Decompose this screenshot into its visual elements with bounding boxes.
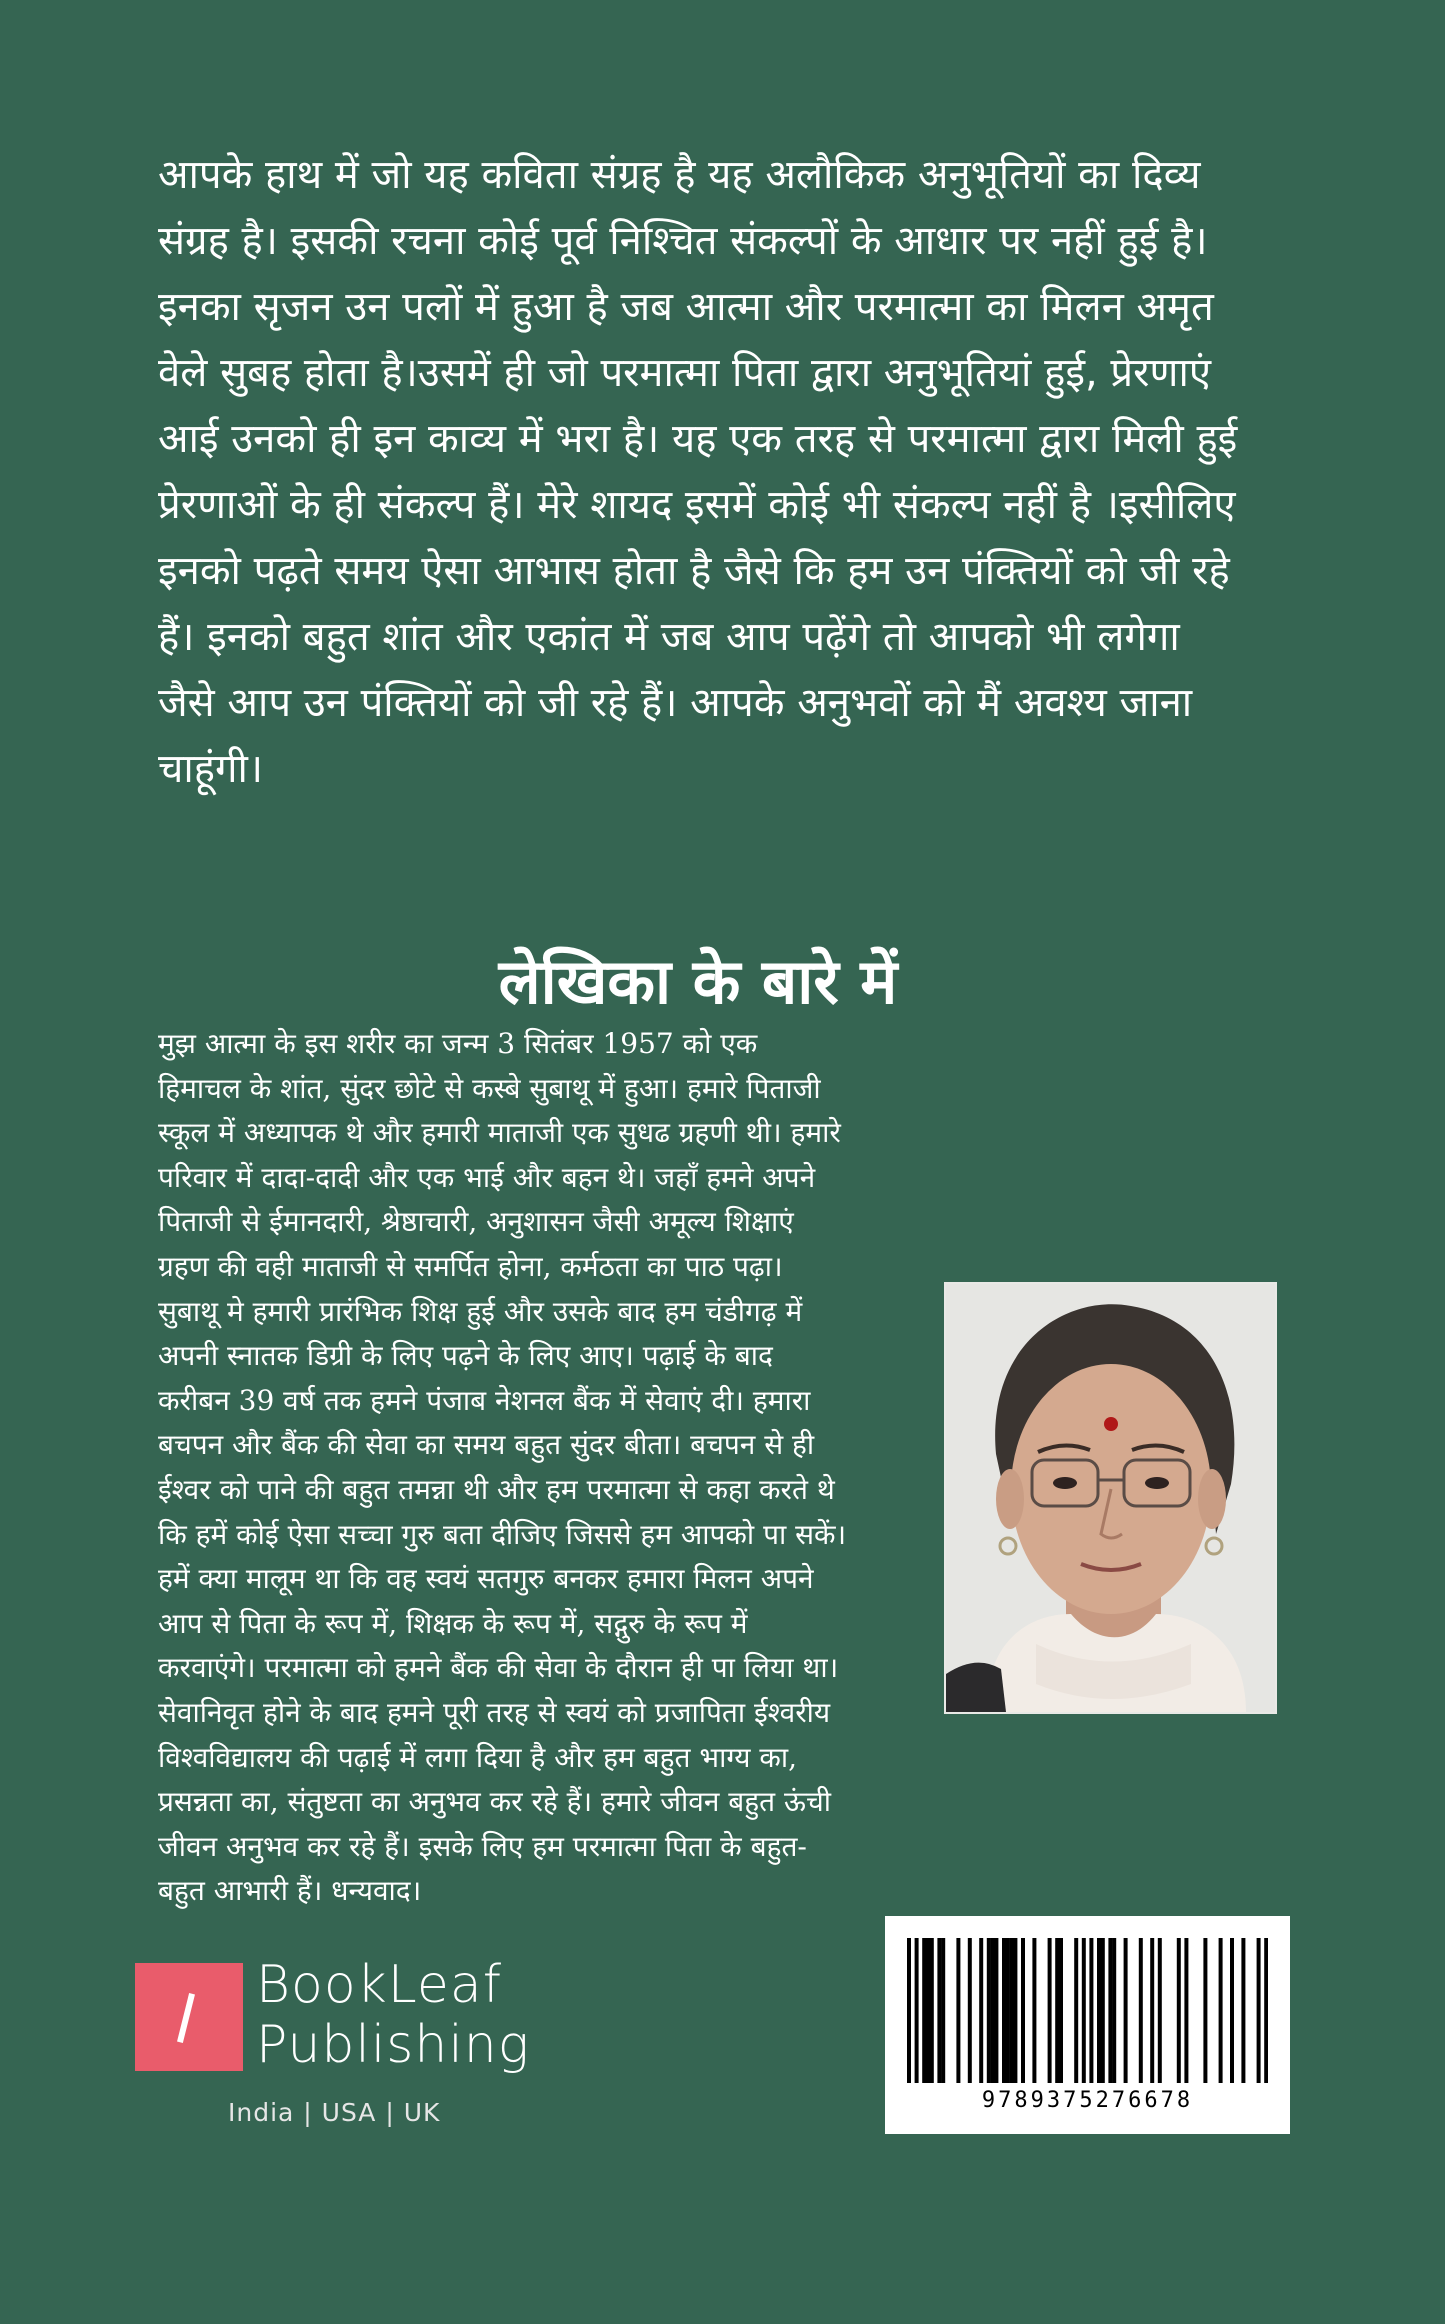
barcode-bar: [1013, 1938, 1017, 2083]
publisher-name-line1: BookLeaf: [256, 1955, 503, 2015]
intro-paragraph: आपके हाथ में जो यह कविता संग्रह है यह अलौकिक अनुभूतियों का दिव्य संग्रह है। इसकी रचना कोई पूर्व निश्चित संकल्पों के आधार पर नहीं हुई है। इनका सृजन उन पलों में हुआ है जब आत्मा और परमात्मा का मिलन अमृत वेले सुबह होता है।उसमें ही जो परमात्मा पिता द्वारा अनुभूतियां हुई, प्रेरणाएं आई उनको ही इन काव्य में भरा है। यह एक तरह से परमात्मा द्वारा मिली हुई प्रेरणाओं के ही संकल्प हैं। मेरे शायद इसमें कोई भी संकल्प नहीं है ।इसीलिए इनको पढ़ते समय ऐसा आभास होता है जैसे कि हम उन पंक्तियों को जी रहे हैं। इनको बहुत शांत और एकांत में जब आप पढ़ेंगे तो आपको भी लगेगा जैसे आप उन पंक्तियों को जी रहे हैं। आपके अनुभवों को मैं अवश्य जाना चाहूंगी।: [158, 152, 1238, 792]
barcode-bar: [991, 1938, 995, 2083]
barcode-bar: [1101, 1938, 1105, 2083]
author-bio-paragraph: मुझ आत्मा के इस शरीर का जन्म 3 सितंबर 1957 को एक हिमाचल के शांत, सुंदर छोटे से कस्बे सुबाथू में हुआ। हमारे पिताजी स्कूल में अध्यापक थे और हमारी माताजी एक सुधढ ग्रहणी थी। हमारे परिवार में दादा-दादी और एक भाई और बहन थे। जहाँ हमने अपने पिताजी से ईमानदारी, श्रेष्ठाचारी, अनुशासन जैसी अमूल्य शिक्षाएं ग्रहण की वही माताजी से समर्पित होना, कर्मठता का पाठ पढ़ा। सुबाथू मे हमारी प्रारंभिक शिक्ष हुई और उसके बाद हम चंडीगढ़ में अपनी स्नातक डिग्री के लिए पढ़ने के लिए आए। पढ़ाई के बाद करीबन 39 वर्ष तक हमने पंजाब नेशनल बैंक में सेवाएं दी। हमारा बचपन और बैंक की सेवा का समय बहुत सुंदर बीता। बचपन से ही ईश्वर को पाने की बहुत तमन्ना थी और हम परमात्मा से कहा करते थे कि हमें कोई ऐसा सच्चा गुरु बता दीजिए जिससे हम आपको पा सकें। हमें क्या मालूम था कि वह स्वयं सतगुरु बनकर हमारा मिलन अपने आप से पिता के रूप में, शिक्षक के रूप में, सद्गुरु के रूप में करवाएंगे। परमात्मा को हमने बैंक की सेवा के दौरान ही पा लिया था। सेवानिवृत होने के बाद हमने पूरी तरह से स्वयं को प्रजापिता ईश्वरीय विश्वविद्यालय की पढ़ाई में लगा दिया है और हम बहुत भाग्य का, प्रसन्नता का, संतुष्टता का अनुभव कर रहे हैं। हमारे जीवन बहुत ऊंची जीवन अनुभव कर रहे हैं। इसके लिए हम परमात्मा पिता के बहुत-बहुत आभारी हैं। धन्यवाद।: [158, 1027, 847, 1908]
barcode-bar: [1059, 1938, 1063, 2083]
barcode-bar: [956, 1938, 960, 2083]
barcode-bar: [1158, 1938, 1162, 2083]
barcode-bar: [1230, 1938, 1234, 2083]
barcode-bar: [1264, 1938, 1268, 2083]
barcode-bar: [922, 1938, 926, 2083]
publisher-block: [135, 1955, 555, 2127]
barcode-bar: [979, 1938, 983, 2083]
barcode-bar: [1124, 1938, 1128, 2083]
barcode-bar: [907, 1938, 911, 2083]
barcode-bar: [1219, 1938, 1223, 2083]
barcode-bar: [968, 1938, 972, 2083]
barcode-bar: [926, 1938, 930, 2083]
publisher-logo: [135, 1963, 243, 2071]
barcode-bars: [907, 1938, 1268, 2083]
publisher-regions: India | USA | UK: [228, 2098, 441, 2127]
barcode-bar: [1203, 1938, 1207, 2083]
barcode-bar: [1089, 1938, 1093, 2083]
barcode-bar: [1184, 1938, 1188, 2083]
barcode-bar: [1032, 1938, 1036, 2083]
barcode-bar: [941, 1938, 945, 2083]
barcode-bar: [1010, 1938, 1014, 2083]
barcode-bar: [1177, 1938, 1181, 2083]
barcode-bar: [930, 1938, 934, 2083]
barcode-bar: [1021, 1938, 1025, 2083]
barcode-bar: [1241, 1938, 1245, 2083]
slash-icon: [177, 1993, 195, 2043]
barcode-bar: [1002, 1938, 1006, 2083]
barcode-bar: [1097, 1938, 1101, 2083]
author-photo: [944, 1282, 1277, 1714]
barcode-bar: [1048, 1938, 1052, 2083]
barcode-bar: [1139, 1938, 1143, 2083]
about-author-heading: लेखिका के बारे में: [498, 945, 898, 1018]
publisher-name: [256, 1955, 530, 2075]
barcode-bar: [987, 1938, 991, 2083]
barcode-bar: [1074, 1938, 1078, 2083]
barcode-bar: [937, 1938, 941, 2083]
barcode-bar: [1257, 1938, 1261, 2083]
barcode-bar: [1055, 1938, 1059, 2083]
barcode-bar: [915, 1938, 919, 2083]
publisher-name-line2: Publishing: [256, 2015, 530, 2075]
barcode-bar: [1006, 1938, 1010, 2083]
barcode-bar: [1082, 1938, 1086, 2083]
barcode-bar: [1150, 1938, 1154, 2083]
isbn-number: 9789375276678: [981, 2088, 1194, 2113]
barcode-bar: [1112, 1938, 1116, 2083]
isbn-barcode: [885, 1916, 1290, 2134]
barcode-bar: [994, 1938, 998, 2083]
barcode-bar: [1108, 1938, 1112, 2083]
